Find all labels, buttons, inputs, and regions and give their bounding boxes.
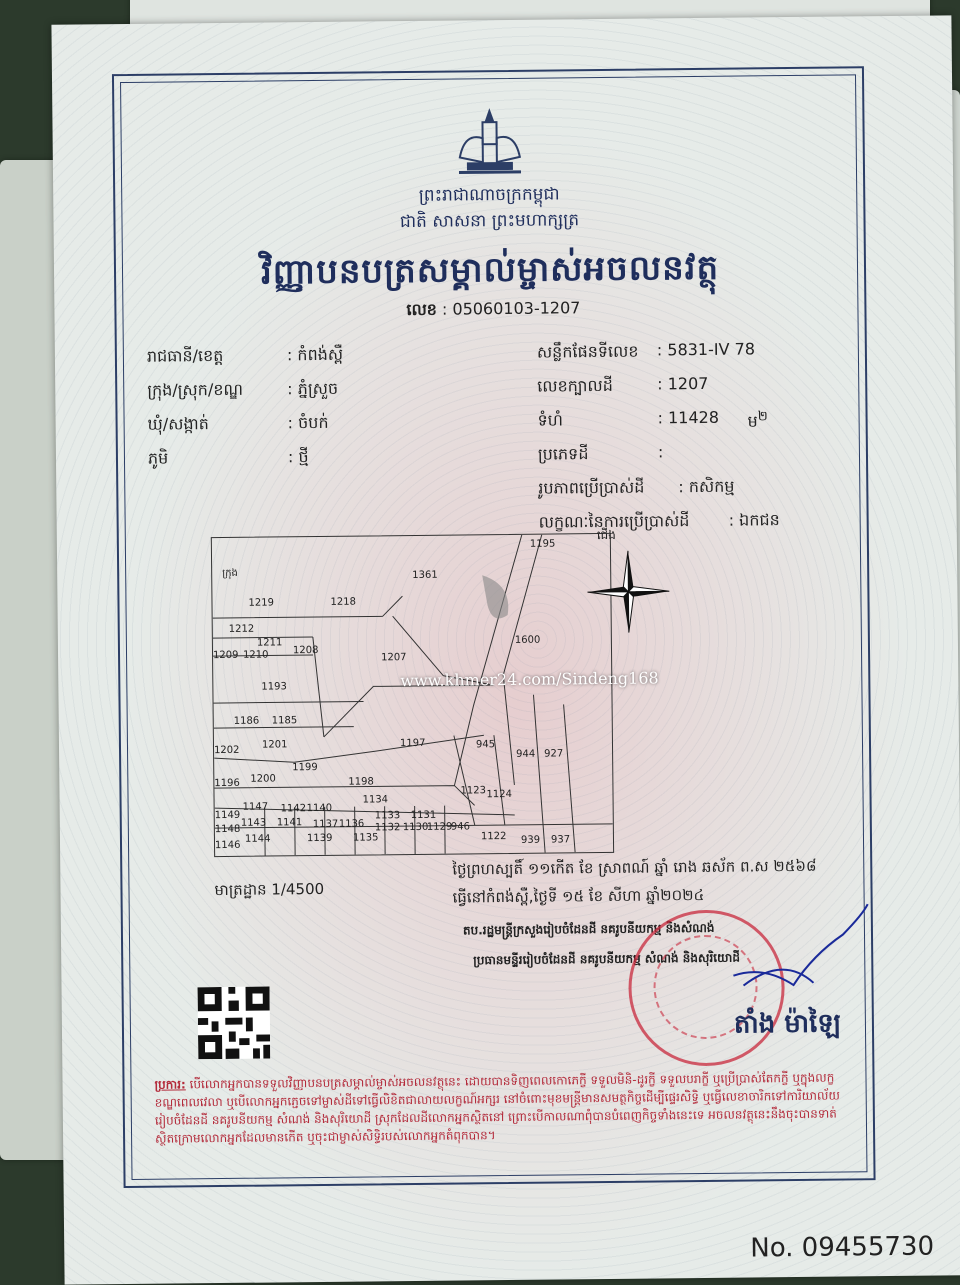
svg-text:ក្រុង: ក្រុង (222, 567, 238, 579)
commune-label: ឃុំ/សង្កាត់ (147, 414, 209, 434)
svg-text:1141: 1141 (276, 817, 303, 829)
svg-text:1122: 1122 (480, 831, 507, 843)
svg-text:1147: 1147 (242, 801, 269, 813)
use-character-value: : ឯកជន (728, 510, 780, 530)
map-scale: មាត្រដ្ឋាន 1/4500 (214, 879, 325, 900)
svg-text:944: 944 (516, 748, 536, 760)
svg-text:1211: 1211 (256, 637, 283, 649)
date-lunar: ថ្ងៃព្រហស្បតិ៍ ១១កើត ខែ ស្រាពណ៍ ឆ្នាំ រោង ឆស័ក ព.ស ២៥៦៨ (452, 856, 817, 879)
compass-north-icon (587, 550, 670, 633)
svg-text:1600: 1600 (514, 634, 541, 646)
svg-text:1131: 1131 (410, 809, 437, 822)
svg-text:1149: 1149 (214, 809, 241, 822)
district-label: ក្រុង/ស្រុក/ខណ្ឌ (147, 379, 244, 400)
svg-text:1361: 1361 (412, 569, 438, 581)
svg-text:1201: 1201 (261, 739, 288, 751)
svg-text:1142: 1142 (280, 803, 307, 815)
svg-text:1139: 1139 (306, 832, 333, 845)
svg-text:1209: 1209 (212, 649, 239, 662)
svg-text:1123: 1123 (460, 785, 486, 797)
svg-text:1197: 1197 (399, 737, 426, 750)
land-use-value: : កសិកម្ម (678, 476, 735, 497)
svg-text:1207: 1207 (381, 652, 407, 664)
qr-code-icon (198, 987, 271, 1060)
svg-text:1218: 1218 (330, 596, 357, 608)
certificate-title: វិញ្ញាបនបត្រសម្គាល់ម្ចាស់អចលនវត្ថុ (260, 247, 720, 293)
svg-text:1130: 1130 (402, 821, 429, 834)
village-value: : ថ្មី (287, 447, 309, 467)
legal-notice (154, 1069, 845, 1148)
commune-value: : ចំបក់ (287, 412, 329, 433)
land-type-label: ប្រភេទដី (537, 444, 589, 464)
svg-text:1144: 1144 (244, 833, 271, 845)
village-label: ភូមិ (147, 448, 169, 468)
map-sheet-value: : 5831-IV 78 (656, 339, 756, 360)
svg-text:1193: 1193 (261, 681, 287, 693)
cadastral-map (211, 533, 614, 857)
svg-text:1134: 1134 (362, 794, 389, 806)
province-value: : កំពង់ស្ពឺ (286, 344, 344, 365)
royal-emblem-icon (444, 102, 535, 183)
svg-text:1137: 1137 (312, 818, 339, 831)
area-value: : 11428 (657, 407, 720, 428)
svg-text:1200: 1200 (250, 773, 276, 785)
svg-text:937: 937 (550, 834, 571, 846)
parcel-number-label: លេខក្បាលដី (537, 375, 613, 396)
svg-text:939: 939 (520, 834, 541, 846)
svg-text:1219: 1219 (248, 597, 275, 609)
svg-text:1135: 1135 (352, 832, 379, 844)
map-sheet-label: សន្លឹកផែនទីលេខ (536, 341, 639, 362)
certificate-number (406, 297, 580, 323)
signatory-title-1: តប.រដ្ឋមន្ត្រីក្រសួងរៀបចំដែនដី នគរូបនីយកម្ម និងសំណង់ (462, 920, 715, 938)
signer-name: តាំង ម៉ាឡៃ (733, 1008, 841, 1040)
svg-text:1140: 1140 (306, 802, 333, 815)
parcel-map-drawing (212, 534, 613, 856)
area-unit: ម$^២$ (747, 409, 768, 431)
signature-icon (723, 894, 874, 1006)
svg-text:1212: 1212 (228, 623, 255, 635)
svg-text:1124: 1124 (486, 788, 513, 801)
notice-label: ប្រការ: (154, 1077, 186, 1092)
number-label: លេខ (406, 299, 437, 320)
svg-text:1186: 1186 (233, 715, 260, 727)
svg-text:945: 945 (475, 739, 496, 751)
land-type-value: : (657, 442, 664, 462)
svg-text:1198: 1198 (348, 776, 374, 788)
svg-text:946: 946 (450, 821, 471, 833)
svg-text:1210: 1210 (242, 649, 269, 661)
svg-text:1148: 1148 (214, 823, 241, 836)
svg-text:1199: 1199 (292, 761, 318, 774)
use-character-label: លក្ខណៈនៃការប្រើប្រាស់ដី (538, 511, 690, 532)
svg-text:1132: 1132 (374, 822, 401, 834)
compass-north-label: ជើង (596, 527, 616, 543)
pond-shape (482, 575, 508, 619)
svg-text:1146: 1146 (214, 839, 241, 852)
svg-text:1185: 1185 (271, 715, 298, 727)
svg-text:1202: 1202 (213, 744, 240, 757)
area-label: ទំហំ (537, 410, 564, 430)
number-value: : 05060103-1207 (441, 298, 581, 319)
svg-text:1143: 1143 (240, 817, 267, 829)
serial-number: No. 09455730 (750, 1231, 935, 1264)
notice-text: បើលោកអ្នកបានទទួលវិញ្ញាបនបត្រសម្គាល់ម្ចាស់អចលនវត្ថុនេះ ដោយបានទិញពេលកោភេក្ខី ទទួលមិនិ-ដូរក្ខី ទទួលបរាក្ខី ឬប្រើប្រាស់តែកក្ខី ឬក្នុងលក្ខខណ្ឌពេលវេលា ឬបើលោកអ្នកភ្ជេចទៅម្ចាស់ដីទៅធ្វើលិខិតជាលាយលក្ខណ៍អក្សរ នៅចំពោះមុខមន្ត្រីមានសមត្ថកិច្ចដើម្បីផ្ទេរសិទ្ធិ ឬធ្វើលេខាចារិកទៅការិយាល័យរៀបចំដែនដី នគរូបនីយកម្ម សំណង់ និងសុរិយោដី ស្រុកដែលដីលោកអ្នកស្ថិតនៅ ព្រោះបើកាលណាពុំបានបំពេញកិច្ចទាំងនេះទេ អចលនវត្ថុនេះនឹងចុះបានទាត់ស្ថិតក្រោមលោកអ្នកដែលមានកើត ឬចុះជាម្ចាស់សិទ្ធិរបស់លោកអ្នកតំពុកបាន។ (154, 1070, 840, 1146)
svg-text:1136: 1136 (338, 818, 365, 830)
parcel-number-value: : 1207 (657, 373, 709, 394)
motto-header: ជាតិ សាសនា ព្រះមហាក្សត្រ (399, 210, 580, 233)
svg-text:1195: 1195 (529, 538, 556, 550)
land-title-certificate (51, 15, 960, 1284)
svg-text:1129: 1129 (426, 821, 453, 833)
kingdom-header: ព្រះរាជាណាចក្រកម្ពុជា (418, 184, 560, 206)
svg-text:927: 927 (544, 748, 564, 760)
signatory-title-2: ប្រធានមន្ទីររៀបចំដែនដី នគរូបនីយកម្ម សំណង់ និងសុរិយោដី (473, 950, 740, 968)
watermark-text: www.khmer24.com/Sindeng168 (400, 668, 659, 691)
svg-text:1208: 1208 (292, 644, 319, 657)
province-label: រាជធានី/ខេត្ត (146, 345, 224, 366)
certificate-border (112, 66, 876, 1188)
date-issued: ធ្វើនៅកំពង់ស្ពឺ,ថ្ងៃទី ១៥ ខែ សីហា ឆ្នាំ២០២៤ (452, 885, 705, 907)
svg-text:1133: 1133 (374, 810, 401, 822)
land-use-label: រូបភាពប្រើប្រាស់ដី (538, 477, 645, 498)
svg-text:1196: 1196 (214, 777, 240, 790)
district-value: : ភ្នំស្រួច (287, 378, 339, 399)
